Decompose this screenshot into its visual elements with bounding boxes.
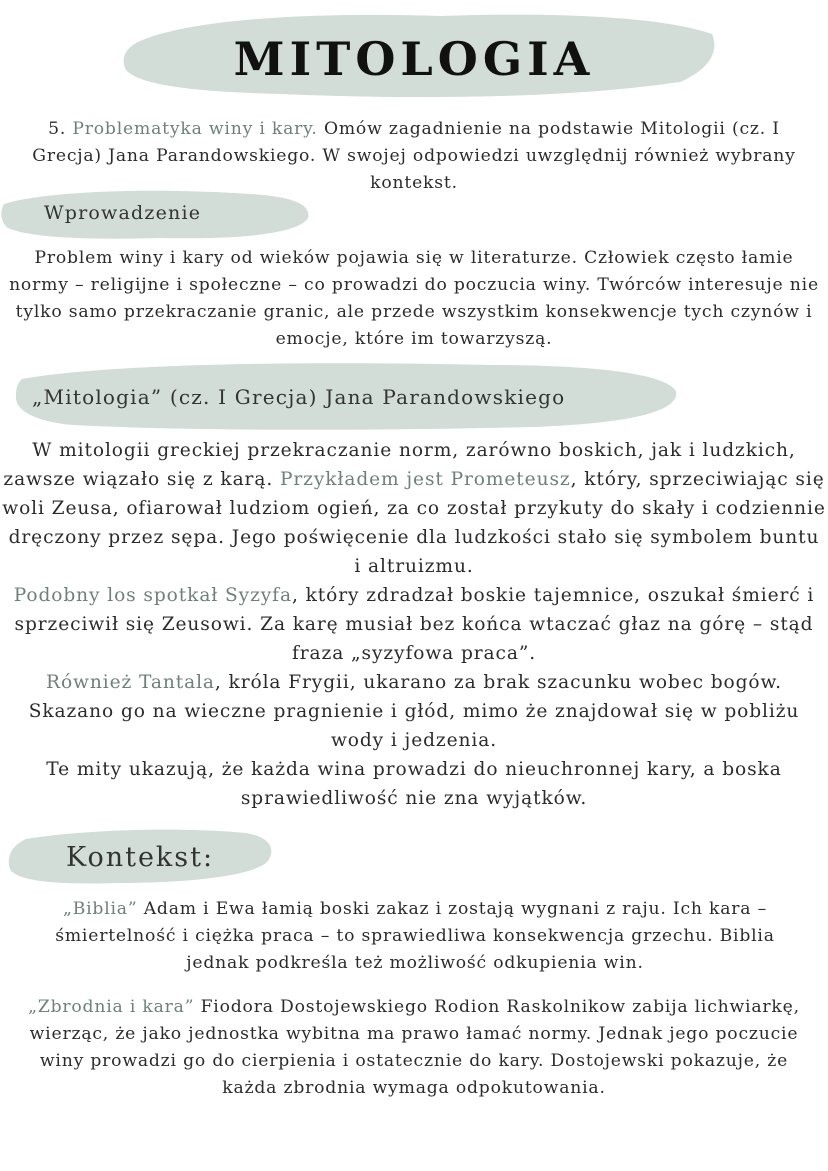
sisyphus-paragraph bbox=[2, 581, 826, 668]
bible-title: „Biblia” bbox=[62, 899, 138, 919]
tantalus-text: , króla Frygii, ukarano za brak szacunku wobec bogów. Skazano go na wieczne pragnienie i głód, mimo że znajdował się w pobliżu wody i jedzenia. bbox=[28, 672, 800, 751]
prometheus-highlight: Przykładem jest Prometeusz bbox=[279, 469, 571, 490]
question-rest: Omów zagadnienie na podstawie Mitologii (cz. I Grecja) Jana Parandowskiego. W swojej odpowiedzi uwzględnij również wybrany kontekst. bbox=[32, 119, 796, 193]
prometheus-paragraph bbox=[2, 436, 826, 581]
prometheus-text: , który, sprzeciwiając się woli Zeusa, ofiarował ludziom ogień, za co został przykuty do skały i codziennie dręczony przez sępa. Jego poświęcenie dla ludzkości stało się symbolem buntu i altruizmu. bbox=[2, 469, 826, 577]
intro-paragraph: Problem winy i kary od wieków pojawia się w literaturze. Człowiek często łamie normy – religijne i społeczne – co prowadzi do poczucia winy. Twórców interesuje nie tylko samo przekraczanie granic, ale przede wszystkim konsekwencje tych czynów i emocje, które im towarzyszą. bbox=[9, 248, 819, 349]
tantalus-highlight: Również Tantala bbox=[46, 672, 215, 693]
mythology-intro-text: W mitologii greckiej przekraczanie norm, zarówno boskich, jak i ludzkich, zawsze wiązało się z karą. bbox=[3, 440, 796, 490]
crime-title: „Zbrodnia i kara” bbox=[28, 997, 195, 1017]
question-text bbox=[14, 116, 814, 197]
bible-text: Adam i Ewa łamią boski zakaz i zostają wygnani z raju. Ich kara – śmiertelność i ciężka praca – to sprawiedliwa konsekwencja grzechu. Biblia jednak podkreśla też możliwość odkupienia win. bbox=[55, 899, 775, 973]
mythology-section bbox=[2, 436, 826, 813]
bible-paragraph bbox=[30, 896, 800, 977]
page-title: MITOLOGIA bbox=[233, 32, 595, 86]
question-number: 5. bbox=[48, 119, 67, 139]
mythology-heading: „Mitologia” (cz. I Grecja) Jana Parandowskiego bbox=[32, 385, 566, 409]
sisyphus-text: , który zdradzał boskie tajemnice, oszukał śmierć i sprzeciwił się Zeusowi. Za karę musiał bez końca wtaczać głaz na górę – stąd fraza „syzyfowa praca”. bbox=[14, 585, 815, 664]
intro-heading: Wprowadzenie bbox=[44, 202, 202, 224]
question-highlight: Problematyka winy i kary. bbox=[72, 119, 318, 139]
context-heading: Kontekst: bbox=[66, 842, 215, 873]
sisyphus-highlight: Podobny los spotkał Syzyfa bbox=[13, 585, 292, 606]
crime-paragraph bbox=[14, 994, 814, 1102]
mythology-conclusion: Te mity ukazują, że każda wina prowadzi do nieuchronnej kary, a boska sprawiedliwość nie zna wyjątków. bbox=[46, 759, 782, 809]
tantalus-paragraph bbox=[2, 668, 826, 755]
crime-text: Fiodora Dostojewskiego Rodion Raskolnikow zabija lichwiarkę, wierząc, że jako jednostka wybitna ma prawo łamać normy. Jednak jego poczucie winy prowadzi go do cierpienia i ostatecznie do kary. Dostojewski pokazuje, że każda zbrodnia wymaga odpokutowania. bbox=[29, 997, 800, 1098]
